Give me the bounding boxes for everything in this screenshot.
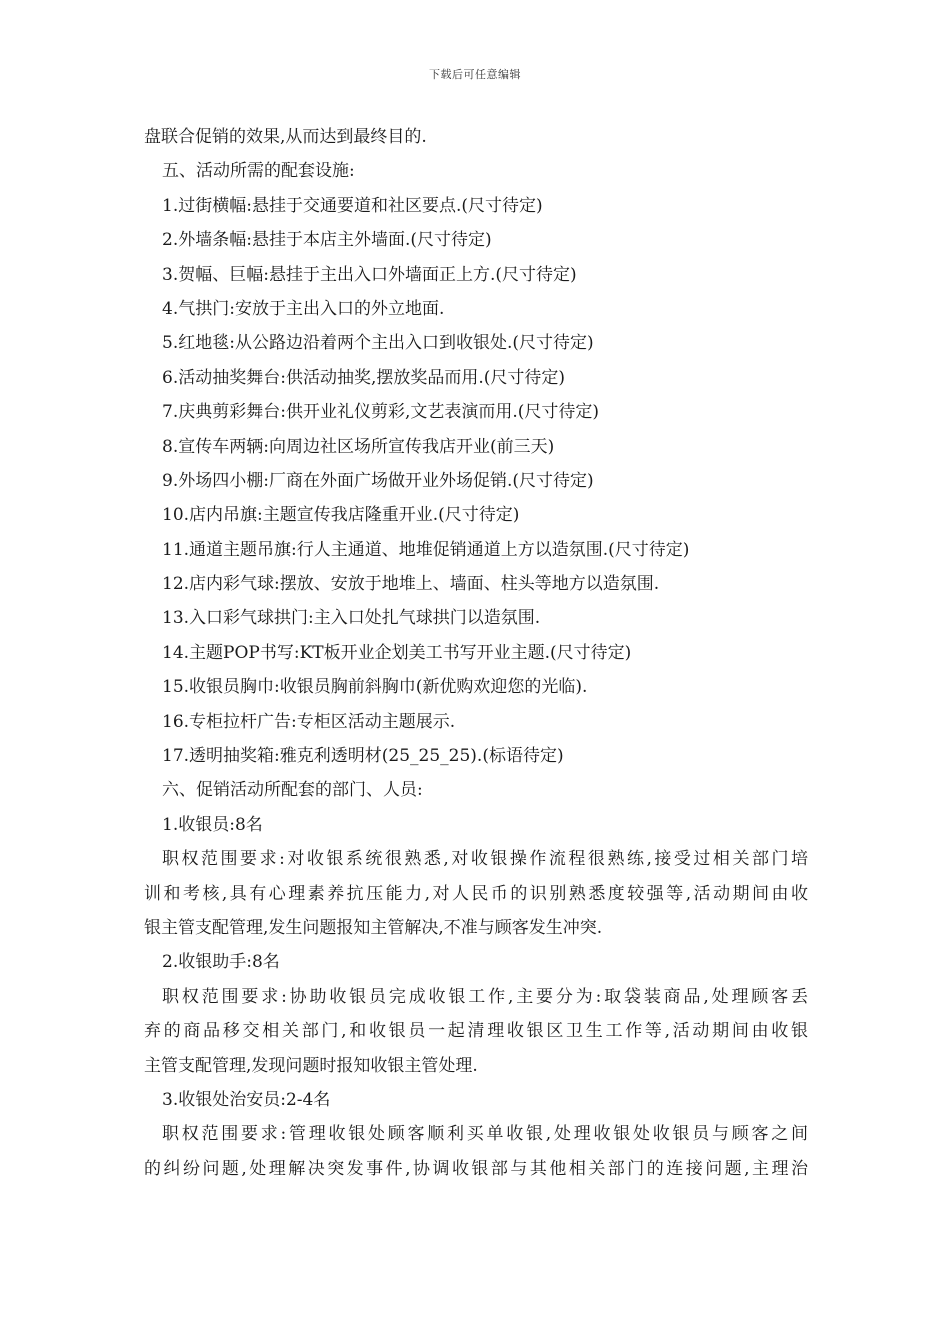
text-line: 1.收银员:8名 — [162, 814, 263, 835]
text-line: 11.通道主题吊旗:行人主通道、地堆促销通道上方以造氛围.(尺寸待定) — [162, 539, 690, 560]
text-line: 2.外墙条幅:悬挂于本店主外墙面.(尺寸待定) — [162, 230, 492, 251]
text-line: 8.宣传车两辆:向周边社区场所宣传我店开业(前三天) — [162, 436, 555, 457]
text-line: 3.贺幅、巨幅:悬挂于主出入口外墙面正上方.(尺寸待定) — [162, 264, 577, 285]
text-line: 6.活动抽奖舞台:供活动抽奖,摆放奖品而用.(尺寸待定) — [162, 367, 566, 388]
text-line: 弃的商品移交相关部门,和收银员一起清理收银区卫生工作等,活动期间由收银 — [144, 1021, 808, 1042]
text-line: 16.专柜拉杆广告:专柜区活动主题展示. — [162, 711, 456, 732]
text-line: 六、促销活动所配套的部门、人员: — [162, 780, 423, 801]
text-line: 9.外场四小棚:厂商在外面广场做开业外场促销.(尺寸待定) — [162, 470, 594, 491]
text-line: 3.收银处治安员:2-4名 — [162, 1089, 331, 1110]
text-line: 10.店内吊旗:主题宣传我店隆重开业.(尺寸待定) — [162, 505, 520, 526]
text-line: 2.收银助手:8名 — [162, 952, 280, 973]
text-line: 银主管支配管理,发生问题报知主管解决,不准与顾客发生冲突. — [144, 917, 603, 938]
text-line: 7.庆典剪彩舞台:供开业礼仪剪彩,文艺表演而用.(尺寸待定) — [162, 402, 600, 423]
text-line: 职权范围要求:对收银系统很熟悉,对收银操作流程很熟练,接受过相关部门培 — [162, 849, 808, 870]
text-line: 17.透明抽奖箱:雅克利透明材(25_25_25).(标语待定) — [162, 746, 564, 767]
text-line: 13.入口彩气球拱门:主入口处扎气球拱门以造氛围. — [162, 608, 541, 629]
text-line: 1.过街横幅:悬挂于交通要道和社区要点.(尺寸待定) — [162, 195, 543, 216]
text-line: 15.收银员胸巾:收银员胸前斜胸巾(新优购欢迎您的光临). — [162, 677, 588, 698]
text-line: 5.红地毯:从公路边沿着两个主出入口到收银处.(尺寸待定) — [162, 333, 594, 354]
text-line: 训和考核,具有心理素养抗压能力,对人民币的识别熟悉度较强等,活动期间由收 — [144, 883, 808, 904]
text-line: 盘联合促销的效果,从而达到最终目的. — [144, 127, 427, 147]
page-header: 下载后可任意编辑 — [429, 68, 521, 81]
text-line: 的纠纷问题,处理解决突发事件,协调收银部与其他相关部门的连接问题,主理治 — [144, 1158, 808, 1179]
document-body — [144, 120, 808, 1186]
text-line: 14.主题POP书写:KT板开业企划美工书写开业主题.(尺寸待定) — [162, 642, 632, 663]
text-line: 职权范围要求:协助收银员完成收银工作,主要分为:取袋装商品,处理顾客丢 — [162, 986, 808, 1007]
text-line: 4.气拱门:安放于主出入口的外立地面. — [162, 298, 445, 319]
text-line: 五、活动所需的配套设施: — [162, 161, 355, 182]
text-line: 12.店内彩气球:摆放、安放于地堆上、墙面、柱头等地方以造氛围. — [162, 574, 660, 595]
text-line: 主管支配管理,发现问题时报知收银主管处理. — [144, 1055, 478, 1076]
text-line: 职权范围要求:管理收银处顾客顺利买单收银,处理收银处收银员与顾客之间 — [162, 1124, 808, 1145]
